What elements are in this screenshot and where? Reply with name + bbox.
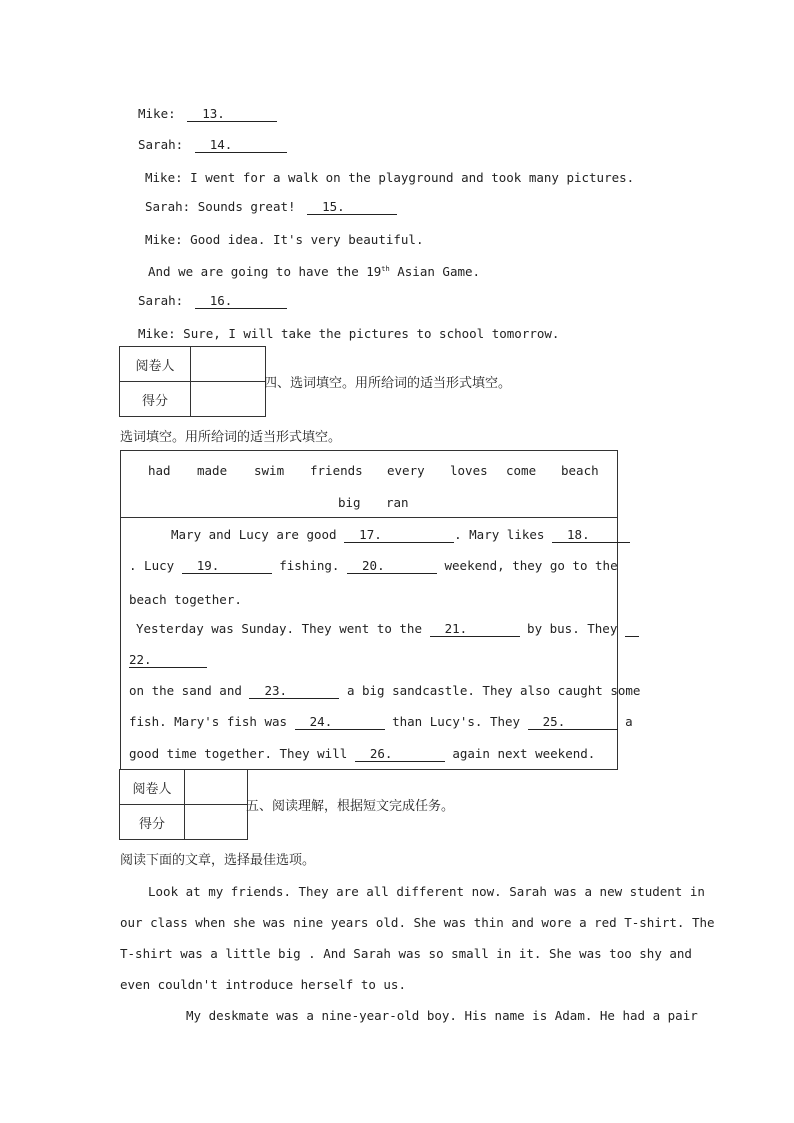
word-had: had (148, 463, 171, 478)
passage-line-7: fish. Mary's fish was 24. than Lucy's. They 25. a (129, 714, 633, 729)
passage-line-5 (129, 652, 207, 668)
dialogue-text: I went for a walk on the playground and took many pictures. (190, 170, 635, 185)
grader-cell[interactable] (191, 347, 266, 382)
dialogue-line-idea (145, 232, 423, 247)
blank-18[interactable]: 18. (552, 528, 630, 543)
passage-line-1: Mary and Lucy are good 17. . Mary likes 18. (171, 527, 630, 543)
score-table-section5 (119, 769, 248, 840)
reading-line-2: our class when she was nine years old. She was thin and wore a red T-shirt. The (120, 915, 715, 930)
section5-heading: 五、阅读理解，根据短文完成任务。 (246, 799, 455, 814)
word-ran: ran (386, 495, 409, 510)
dialogue-text: Good idea. It's very beautiful. (190, 232, 424, 247)
blank-24[interactable]: 24. (295, 715, 385, 730)
blank-16[interactable]: 16. (195, 294, 287, 309)
blank-21[interactable]: 21. (430, 622, 520, 637)
superscript: th (381, 264, 390, 273)
word-big: big (338, 495, 361, 510)
speaker: Mike: (145, 232, 183, 247)
blank-20[interactable]: 20. (347, 559, 437, 574)
passage-line-6: on the sand and 23. a big sandcastle. They also caught some (129, 683, 641, 698)
dialogue-line-16 (138, 293, 287, 309)
speaker: Mike: (145, 170, 183, 185)
score-label: 得分 (120, 382, 191, 417)
blank-22-lead (625, 622, 639, 637)
word-loves: loves (450, 463, 488, 478)
passage-line-4: Yesterday was Sunday. They went to the 21. by bus. They (136, 621, 639, 637)
dialogue-text: And we are going to have the 19 (148, 264, 382, 279)
word-bank-divider (121, 517, 617, 518)
score-label: 得分 (120, 805, 185, 840)
word-every: every (387, 463, 425, 478)
blank-13[interactable]: 13. (187, 107, 277, 122)
passage-line-2: . Lucy 19. fishing. 20. weekend, they go to the (129, 558, 618, 573)
word-made: made (197, 463, 228, 478)
dialogue-text: Sounds great! (197, 199, 296, 214)
speaker: Mike: (138, 326, 176, 341)
score-cell[interactable] (191, 382, 266, 417)
dialogue-line-asian-game (148, 264, 480, 279)
reading-line-3: T-shirt was a little big . And Sarah was so small in it. She was too shy and (120, 946, 692, 961)
grader-label: 阅卷人 (120, 347, 191, 382)
blank-15[interactable]: 15. (307, 200, 397, 215)
dialogue-line-14 (138, 137, 287, 153)
word-come: come (506, 463, 537, 478)
section4-instruction: 选词填空。用所给词的适当形式填空。 (120, 430, 342, 445)
blank-17[interactable]: 17. (344, 528, 454, 543)
section4-heading: 四、选词填空。用所给词的适当形式填空。 (264, 376, 512, 391)
blank-19[interactable]: 19. (182, 559, 272, 574)
word-swim: swim (254, 463, 285, 478)
blank-23[interactable]: 23. (249, 684, 339, 699)
grader-label: 阅卷人 (120, 770, 185, 805)
blank-22[interactable]: 22. (129, 653, 207, 668)
dialogue-line-walk (145, 170, 634, 185)
blank-25[interactable]: 25. (528, 715, 618, 730)
word-friends: friends (310, 463, 363, 478)
reading-line-4: even couldn't introduce herself to us. (120, 977, 406, 992)
blank-26[interactable]: 26. (355, 747, 445, 762)
speaker: Sarah: (138, 137, 184, 152)
dialogue-text: Sure, I will take the pictures to school tomorrow. (183, 326, 560, 341)
dialogue-line-sure (138, 326, 559, 341)
speaker: Sarah: (145, 199, 191, 214)
dialogue-text-after: Asian Game. (389, 264, 481, 279)
reading-line-5: My deskmate was a nine-year-old boy. His name is Adam. He had a pair (186, 1008, 698, 1023)
speaker: Sarah: (138, 293, 184, 308)
score-table-section4 (119, 346, 266, 417)
speaker: Mike: (138, 106, 176, 121)
dialogue-line-13 (138, 106, 277, 122)
score-cell[interactable] (185, 805, 248, 840)
reading-line-1: Look at my friends. They are all different now. Sarah was a new student in (148, 884, 705, 899)
blank-14[interactable]: 14. (195, 138, 287, 153)
passage-line-8: good time together. They will 26. again next weekend. (129, 746, 596, 761)
passage-line-3: beach together. (129, 592, 242, 607)
section5-instruction: 阅读下面的文章，选择最佳选项。 (120, 853, 316, 868)
dialogue-line-15 (145, 199, 397, 215)
word-beach: beach (561, 463, 599, 478)
grader-cell[interactable] (185, 770, 248, 805)
